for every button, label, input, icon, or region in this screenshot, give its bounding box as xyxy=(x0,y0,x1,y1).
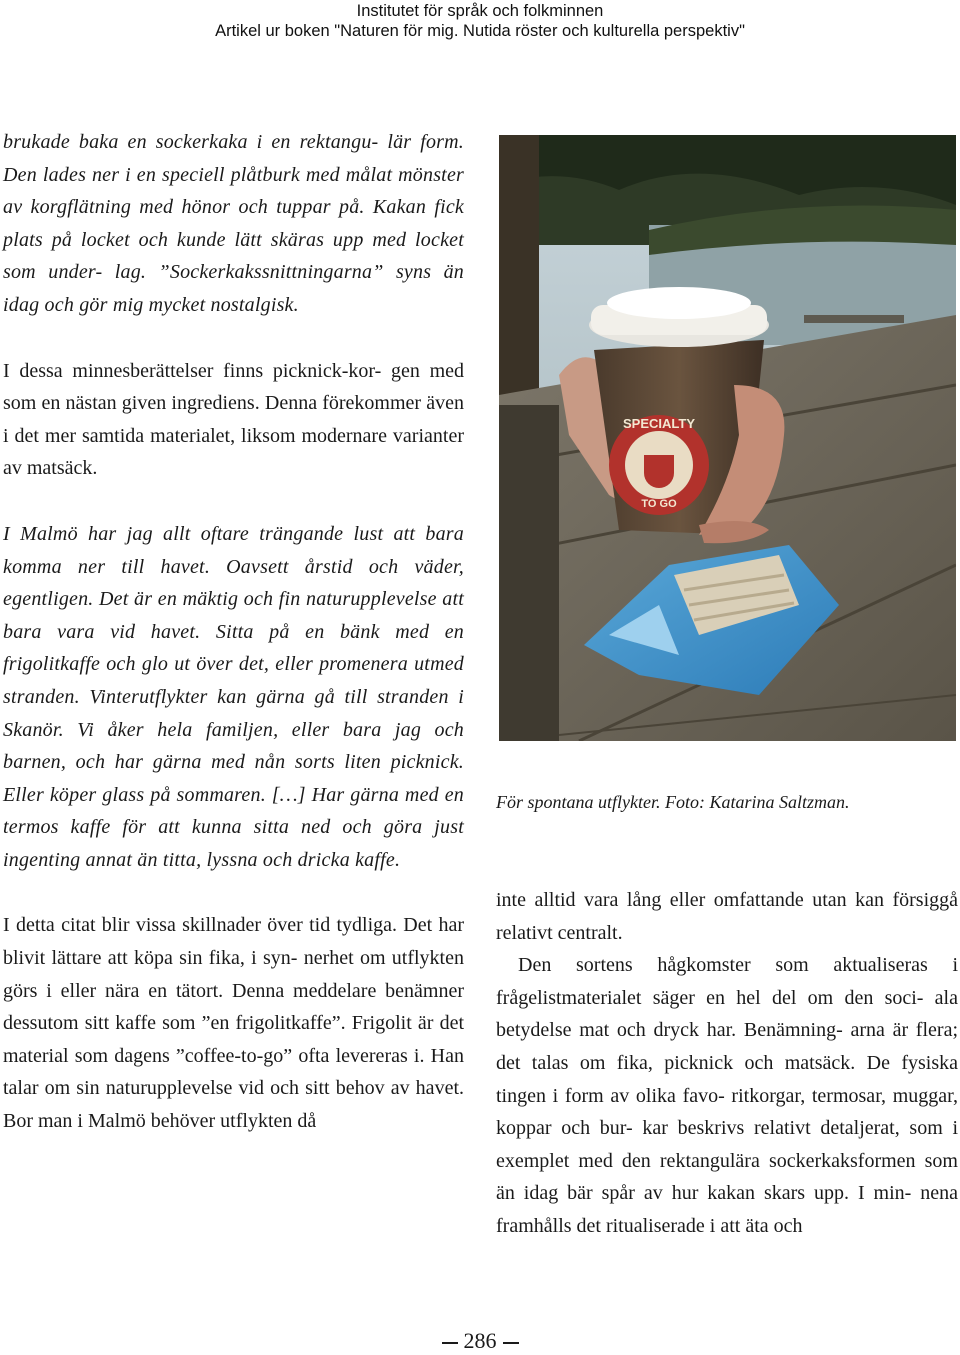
header-institute: Institutet för språk och folkminnen xyxy=(356,2,604,20)
paragraph-picknick-korgen: I dessa minnesberättelser finns picknick-kor- gen med som en nästan given ingrediens. Denna förekommer även i det mer samtida materialet, liksom modernare varianter av matsäck. xyxy=(3,359,464,480)
cup-togo-text: TO GO xyxy=(641,498,677,510)
header-article: Artikel ur boken "Naturen för mig. Nutida röster och kulturella perspektiv" xyxy=(215,22,745,40)
page-number-dash-left xyxy=(442,1342,458,1344)
photo-illustration xyxy=(499,135,956,741)
quote-sockerkaka: brukade baka en sockerkaka i en rektangu- lär form. Den lades ner i en speciell plåtburk med målat mönster av korgflätning med hönor och tuppar på. Kakan fick plats på locket och kunde lätt skäras upp med locket som under- lag. ”Sockerkakssnittningarna” syns än idag och gör mig mycket nostalgisk. xyxy=(3,131,464,316)
paragraph-centralt: inte alltid vara lång eller omfattande utan kan försiggå relativt centralt. xyxy=(496,889,958,944)
page-number-dash-right xyxy=(503,1342,519,1344)
cup-specialty-text: SPECIALTY xyxy=(623,416,695,431)
photo-coffee-cup-lake xyxy=(499,135,956,741)
page-number xyxy=(0,1327,960,1355)
left-column xyxy=(3,126,464,1138)
page-number-value: 286 xyxy=(463,1328,497,1353)
paragraph-hagkomster: Den sortens hågkomster som aktualiseras i frågelistmaterialet säger en hel del om den soci- ala betydelse mat och dryck har. Benämning- arna är flera; det talas om fika, picknick och matsäck. De fysiska tingen i form av olika favo- ritkorgar, termosar, muggar, koppar och bur- kar beskrivs relativt detaljerat, som i exemplet med den rektangulära sockerkaksformen som än idag bär spår av hur kakan skars upp. I min- nena framhålls det ritualiserade i att äta och xyxy=(496,954,958,1237)
quote-malmo: I Malmö har jag allt oftare trängande lust att bara komma ner till havet. Oavsett årstid och väder, egentligen. Det är en mäktig och fin naturupplevelse att bara vara vid havet. Sitta på en bänk med en frigolitkaffe och glo ut över det, eller promenera utmed stranden. Vinterutflykter kan gärna gå till stranden i Skanör. Vi åker hela familjen, eller bara jag och barnen, och har gärna med nån sorts liten picknick. Eller köper glass på sommaren. […] Har gärna med en termos kaffe för att kunna sitta ned och göra just ingenting annat än titta, lyssna och dricka kaffe. xyxy=(3,522,464,871)
right-column xyxy=(496,884,958,1243)
photo-caption: För spontana utflykter. Foto: Katarina Saltzman. xyxy=(496,792,850,812)
paragraph-citat: I detta citat blir vissa skillnader över tid tydliga. Det har blivit lättare att köpa sin fika, i syn- nerhet om utflykten görs i eller nära en tätort. Denna meddelare benämner dessutom sitt kaffe som ”en frigolitkaffe”. Frigolit är det material som dagens ”coffee-to-go” ofta levereras i. Han talar om sin naturupplevelse vid och sitt behov av havet. Bor man i Malmö behöver utflykten då xyxy=(3,914,464,1133)
